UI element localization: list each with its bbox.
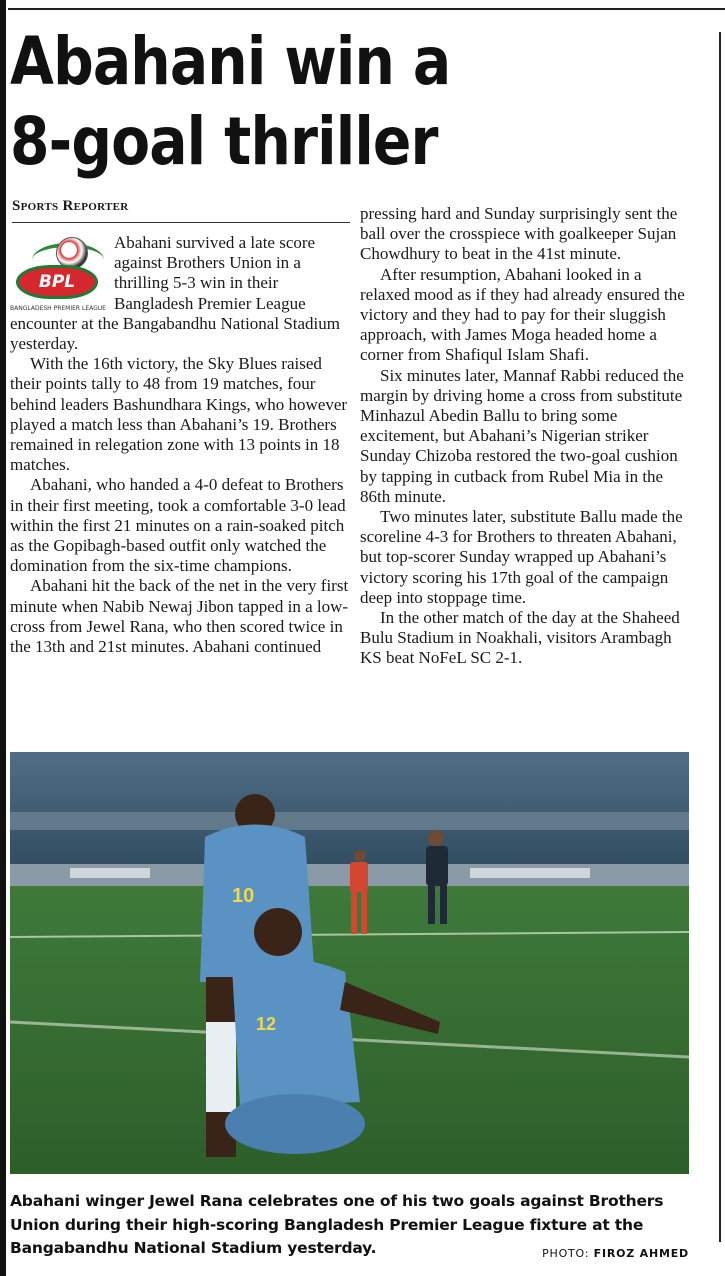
stand-tier xyxy=(10,812,689,830)
article-paragraph: Six minutes later, Mannaf Rabbi reduced the margin by driving home a cross from substitute Minhazul Abedin Ballu to bring some excitement, but Abahani’s Nigerian striker Sunday Chizoba restored the two-goal cushion by tapping in cutback from Rubel Mia in the 86th minute. xyxy=(360,365,684,506)
match-photo xyxy=(10,752,689,1174)
article-column-1 xyxy=(10,233,350,657)
match-photo-illustration xyxy=(10,752,689,1174)
photo-credit xyxy=(542,1247,689,1260)
headline-line-2: 8-goal thriller xyxy=(10,103,438,180)
article-paragraph: Abahani survived a late score against Brothers Union in a thrilling 5-3 win in their Bangladesh Premier League encounter at the Bangabandhu National Stadium yesterday. xyxy=(10,233,340,354)
page-top-rule xyxy=(8,8,725,10)
article-paragraph: With the 16th victory, the Sky Blues raised their points tally to 48 from 19 matches, four behind leaders Bashundhara Kings, who however played a match less than Abahani’s 19. Brothers remained in relegation zone with 13 points in 18 matches. xyxy=(10,354,348,475)
article-paragraph: Abahani, who handed a 4-0 defeat to Brothers in their first meeting, took a comfortable 3-0 lead within the first 21 minutes on a rain-soaked pitch as the Gopibagh-based outfit only watched the domination from the six-time champions. xyxy=(10,475,346,576)
kneeling-jersey-number: 12 xyxy=(256,1014,277,1034)
byline-rule xyxy=(12,222,350,223)
bpl-logo xyxy=(10,235,106,312)
bpl-badge: BPL xyxy=(16,265,98,299)
page-left-border xyxy=(0,0,6,1276)
bpl-logo-caption: BANGLADESH PREMIER LEAGUE xyxy=(10,305,106,312)
photo-credit-name: FIROZ AHMED xyxy=(593,1247,689,1260)
article-paragraph: In the other match of the day at the Shaheed Bulu Stadium in Noakhali, visitors Arambagh KS beat NoFeL SC 2-1. xyxy=(360,608,680,668)
photo-credit-label: PHOTO: xyxy=(542,1247,590,1260)
board-panel xyxy=(470,868,590,878)
photo-caption: Abahani winger Jewel Rana celebrates one of his two goals against Brothers Union during their high-scoring Bangladesh Premier League fixture at the Bangabandhu National Stadium yesterday. xyxy=(10,1192,664,1257)
headline-line-1: Abahani win a xyxy=(10,23,451,100)
headline xyxy=(10,22,603,182)
article-column-2 xyxy=(360,204,695,669)
board-panel xyxy=(70,868,150,878)
standing-jersey-number: 10 xyxy=(232,885,255,907)
article-paragraph: pressing hard and Sunday surprisingly sent the ball over the crosspiece with goalkeeper Sujan Chowdhury to beat in the 41st minute. xyxy=(360,204,678,264)
byline: Sports Reporter xyxy=(12,198,129,214)
page-right-border xyxy=(719,32,721,1242)
article-paragraph: After resumption, Abahani looked in a relaxed mood as if they had already ensured the victory and they had to pay for their sluggish approach, with James Moga headed home a corner from Shafiqul Islam Shafi. xyxy=(360,264,685,365)
article-paragraph: Abahani hit the back of the net in the very first minute when Nabib Newaj Jibon tapped in a low-cross from Jewel Rana, who then scored twice in the 13th and 21st minutes. Abahani continued xyxy=(10,576,349,657)
article-paragraph: Two minutes later, substitute Ballu made the scoreline 4-3 for Brothers to threaten Abahani, but top-scorer Sunday wrapped up Abahani’s victory scoring his 17th goal of the campaign deep into stoppage time. xyxy=(360,507,683,607)
